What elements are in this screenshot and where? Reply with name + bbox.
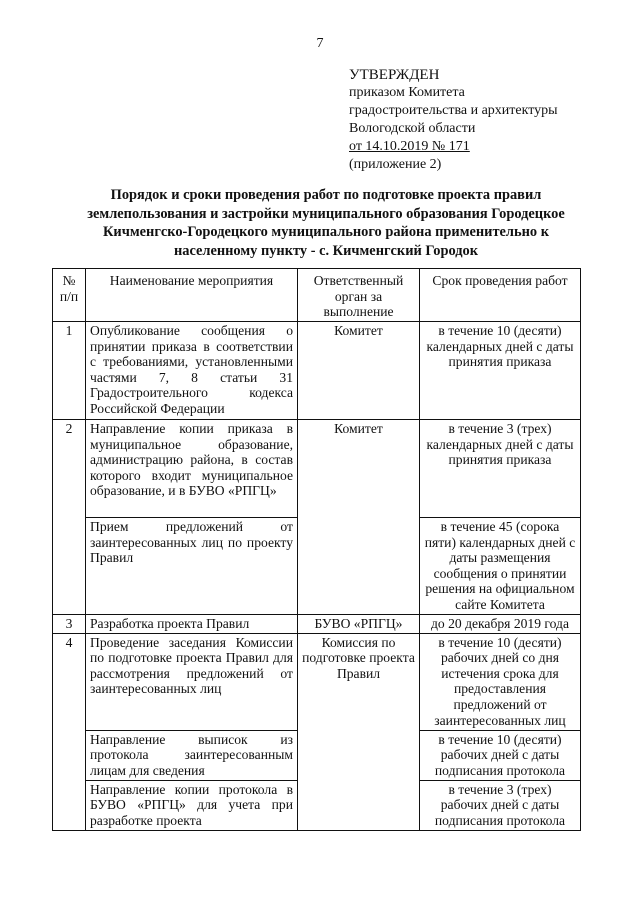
approval-block xyxy=(349,66,629,174)
title-line: Кичменгско-Городецкого муниципального района применительно к xyxy=(103,224,549,240)
header-activity: Наименование мероприятия xyxy=(86,269,298,322)
row-activity: Разработка проекта Правил xyxy=(86,614,298,633)
order-reference: от 14.10.2019 № 171 xyxy=(349,139,470,154)
row-responsible: Комиссия по подготовке проекта Правил xyxy=(298,633,420,830)
row-deadline: в течение 10 (десяти) календарных дней с даты принятия приказа xyxy=(420,322,581,420)
row-deadline: в течение 10 (десяти) рабочих дней со дня истечения срока для предоставления предложений от заинтересованных лиц xyxy=(420,633,581,730)
row-activity: Направление копии приказа в муниципальное образование, администрацию района, в состав которого входит муниципальное образование, и в БУВО «РПГЦ» xyxy=(86,420,298,518)
document-title xyxy=(66,186,586,260)
row-responsible: БУВО «РПГЦ» xyxy=(298,614,420,633)
table-row xyxy=(53,420,581,518)
header-num: № п/п xyxy=(53,269,86,322)
row-deadline: в течение 45 (сорока пяти) календарных дней с даты размещения сообщения о принятии решения на официальном сайте Комитета xyxy=(420,518,581,615)
approval-line: Вологодской области xyxy=(349,121,476,136)
schedule-table xyxy=(52,268,581,831)
row-activity: Направление выписок из протокола заинтересованным лицам для сведения xyxy=(86,730,298,780)
appendix-label: (приложение 2) xyxy=(349,157,442,172)
title-line: населенному пункту - с. Кичменгский Городок xyxy=(173,242,479,259)
title-line: Порядок и сроки проведения работ по подготовке проекта правил xyxy=(110,187,542,203)
row-activity: Направление копии протокола в БУВО «РПГЦ» для учета при разработке проекта xyxy=(86,780,298,830)
row-activity: Прием предложений от заинтересованных лиц по проекту Правил xyxy=(86,518,298,615)
page-number: 7 xyxy=(316,36,324,51)
approval-title: УТВЕРЖДЕН xyxy=(349,67,440,83)
header-responsible: Ответственный орган за выполнение xyxy=(298,269,420,322)
row-num: 4 xyxy=(53,633,86,830)
row-responsible: Комитет xyxy=(298,420,420,615)
row-activity: Проведение заседания Комиссии по подготовке проекта Правил для рассмотрения предложений от заинтересованных лиц xyxy=(86,633,298,730)
table-row xyxy=(53,322,581,420)
row-deadline: в течение 3 (трех) рабочих дней с даты подписания протокола xyxy=(420,780,581,830)
header-deadline: Срок проведения работ xyxy=(420,269,581,322)
table-header-row xyxy=(53,269,581,322)
table-row xyxy=(53,633,581,730)
approval-line: градостроительства и архитектуры xyxy=(349,103,558,118)
row-num: 3 xyxy=(53,614,86,633)
row-num: 2 xyxy=(53,420,86,615)
row-deadline: в течение 10 (десяти) рабочих дней с даты подписания протокола xyxy=(420,730,581,780)
row-num: 1 xyxy=(53,322,86,420)
row-responsible: Комитет xyxy=(298,322,420,420)
approval-line: приказом Комитета xyxy=(349,85,465,100)
table-row xyxy=(53,614,581,633)
row-deadline: в течение 3 (трех) календарных дней с даты принятия приказа xyxy=(420,420,581,518)
title-line: землепользования и застройки муниципального образования Городецкое xyxy=(87,205,565,222)
row-activity: Опубликование сообщения о принятии приказа в соответствии с требованиями, установленными частями 7, 8 статьи 31 Градостроительного кодекса Российской Федерации xyxy=(86,322,298,420)
row-deadline: до 20 декабря 2019 года xyxy=(420,614,581,633)
